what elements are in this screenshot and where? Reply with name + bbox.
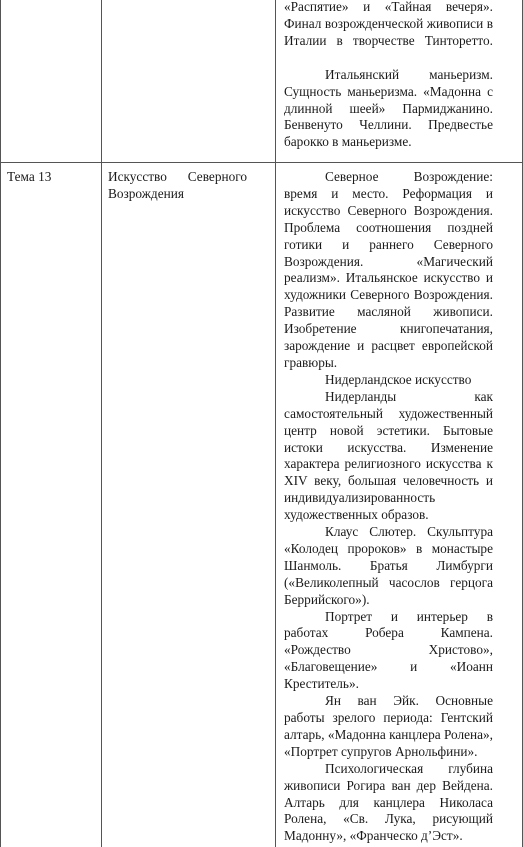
paragraph: Северное Возрождение: время и место. Реформация и искусство Северного Возрождения. Проблема соотношения поздней готики и раннего Северного Возрождения. «Магический реализм». Итальянское искусство и художники Северного Возрождения. Развитие масляной живописи. Изобретение книгопечатания, зарождение и расцвет европейской гравюры.: [284, 169, 493, 370]
paragraph: Ян ван Эйк. Основные работы зрелого периода: Гентский алтарь, «Мадонна канцлера Ролена», «Портрет супругов Арнольфини».: [284, 693, 494, 759]
paragraph: Психологическая глубина живописи Рогира ван дер Вейдена. Алтарь для канцлера Николаса Ролена, «Св. Лука, рисующий Мадонну», «Франческо д’Эст».: [284, 760, 493, 844]
table-row-divider: [0, 162, 523, 163]
table-column-divider-2: [275, 0, 276, 847]
paragraph: Итальянский маньеризм. Сущность маньеризма. «Мадонна с длинной шеей» Пармиджанино. Бенвенуто Челлини. Предвестье барокко в маньеризме.: [284, 66, 493, 150]
paragraph: Нидерланды как самостоятельный художественный центр новой эстетики. Бытовые истоки искусства. Изменение характера религиозного искусства к XIV веку, большая человечность и индивидуализированность художественных образов.: [284, 388, 493, 523]
top-row-content-cell: [284, 0, 493, 151]
table-border-left: [0, 0, 1, 847]
topic-number-cell: Тема 13: [7, 169, 52, 184]
paragraph: Портрет и интерьер в работах Робера Кампена. «Рождество Христово», «Благовещение» и «Иоанн Креститель».: [284, 608, 493, 692]
table-column-divider-1: [101, 0, 102, 847]
topic-content-cell: [284, 169, 493, 845]
paragraph: «Распятие» и «Тайная вечеря». Финал возрожденческой живописи в Италии в творчестве Тинторетто.: [284, 0, 493, 48]
section-heading: Нидерландское искусство: [325, 371, 472, 387]
topic-title-cell: Искусство Северного Возрождения: [108, 169, 247, 201]
paragraph: Клаус Слютер. Скульптура «Колодец пророков» в монастыре Шанмоль. Братья Лимбурги («Великолепный часослов герцога Беррийского»).: [284, 524, 493, 607]
